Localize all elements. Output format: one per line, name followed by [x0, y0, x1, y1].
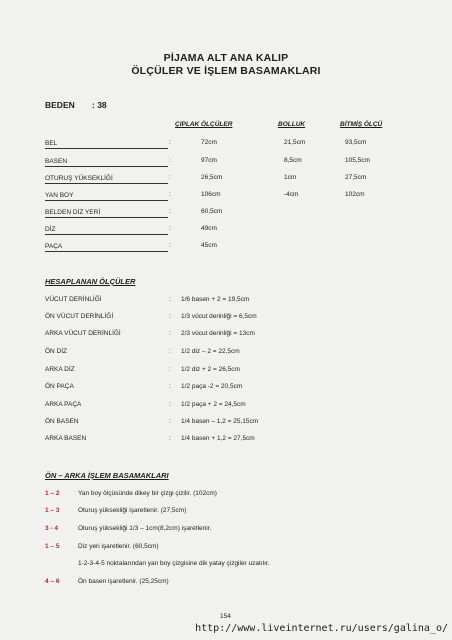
calc-row — [45, 313, 257, 323]
measurement-ciplak: 106cm — [201, 191, 221, 198]
measurement-bolluk: 1cm — [284, 174, 297, 181]
calc-formula: 1/4 basen + 1,2 = 27,5cm — [181, 435, 255, 442]
step-text: 1-2-3-4-5 noktalarından yan boy çizgisine dik yatay çizgiler uzatılır. — [78, 560, 270, 567]
colon: : — [169, 418, 171, 425]
colon: : — [169, 157, 171, 164]
calc-row — [45, 418, 259, 428]
colon: : — [169, 242, 171, 249]
measurement-ciplak: 60,5cm — [201, 208, 223, 215]
measurement-bitmis: 27,5cm — [345, 174, 367, 181]
colon: : — [169, 225, 171, 232]
page-number: 154 — [220, 613, 231, 620]
document-title-line1: PİJAMA ALT ANA KALIP — [163, 52, 289, 64]
colon: : — [169, 383, 171, 390]
calc-label: ARKA VÜCUT DERİNLİĞİ — [45, 330, 121, 337]
step-text: Oturuş yüksekliği 1/3 – 1cm(8,2cm) işaretlenir. — [78, 525, 212, 532]
step-text: Diz yeri işaretlenir. (60,5cm) — [78, 543, 159, 550]
column-header-bolluk: BOLLUK — [278, 121, 306, 128]
measurement-ciplak: 49cm — [201, 225, 217, 232]
colon: : — [169, 296, 171, 303]
calc-formula: 1/6 basen + 2 = 19,5cm — [181, 296, 250, 303]
section-heading-islem: ÖN – ARKA İŞLEM BASAMAKLARI — [45, 471, 169, 480]
calc-label: ARKA PAÇA — [45, 401, 82, 408]
colon: : — [169, 191, 171, 198]
measurement-label: OTURUŞ YÜKSEKLİĞİ — [45, 174, 168, 184]
colon: : — [169, 330, 171, 337]
calc-row — [45, 296, 250, 306]
column-header-ciplak: ÇIPLAK ÖLÇÜLER — [175, 121, 233, 128]
measurement-bitmis: 93,5cm — [345, 139, 367, 146]
calc-row — [45, 383, 243, 393]
column-header-bitmis: BİTMİŞ ÖLÇÜ — [340, 121, 383, 128]
colon: : — [169, 435, 171, 442]
calc-label: ÖN BASEN — [45, 418, 79, 425]
watermark-url: http://www.liveinternet.ru/users/galina_o/ — [195, 623, 448, 634]
step-text: Yan boy ölçüsünde dikey bir çizgi çizilir. (102cm) — [78, 490, 217, 497]
measurement-label: BELDEN DİZ YERİ — [45, 208, 168, 218]
measurement-ciplak: 45cm — [201, 242, 217, 249]
calc-row — [45, 401, 246, 411]
colon: : — [169, 313, 171, 320]
calc-formula: 1/2 diz – 2 = 22,5cm — [181, 348, 240, 355]
size-value: : 38 — [92, 100, 107, 110]
colon: : — [169, 348, 171, 355]
section-heading-hesaplanan: HESAPLANAN ÖLÇÜLER — [45, 277, 136, 286]
calc-label: ÖN VÜCUT DERİNLİĞİ — [45, 313, 114, 320]
size-label — [45, 100, 107, 110]
step-number: 1 – 5 — [45, 543, 60, 550]
measurement-label: BEL — [45, 139, 168, 149]
measurement-ciplak: 26,5cm — [201, 174, 223, 181]
colon: : — [169, 366, 171, 373]
calc-row — [45, 348, 240, 358]
calc-label: ARKA DİZ — [45, 366, 75, 373]
step-text: Oturuş yüksekliği işaretlenir. (27,5cm) — [78, 507, 187, 514]
calc-label: VÜCUT DERİNLİĞİ — [45, 296, 102, 303]
calc-formula: 1/2 diz + 2 = 26,5cm — [181, 366, 240, 373]
calc-label: ÖN PAÇA — [45, 383, 74, 390]
step-number: 1 – 3 — [45, 507, 60, 514]
measurement-bolluk: 8,5cm — [284, 157, 302, 164]
calc-label: ARKA BASEN — [45, 435, 87, 442]
calc-formula: 1/2 paça + 2 = 24,5cm — [181, 401, 246, 408]
measurement-bitmis: 102cm — [345, 191, 365, 198]
step-text: Ön basen işaretlenir. (25,25cm) — [78, 578, 169, 585]
measurement-label: DİZ — [45, 225, 168, 235]
measurement-bolluk: -4cm — [284, 191, 299, 198]
measurement-label: PAÇA — [45, 242, 168, 252]
colon: : — [169, 208, 171, 215]
calc-row — [45, 366, 240, 376]
colon: : — [169, 401, 171, 408]
measurement-label: YAN BOY — [45, 191, 168, 201]
step-number: 3 - 4 — [45, 525, 59, 532]
calc-row — [45, 330, 255, 340]
measurement-bitmis: 105,5cm — [345, 157, 370, 164]
calc-row — [45, 435, 255, 445]
colon: : — [169, 139, 171, 146]
step-number: 4 – 6 — [45, 578, 60, 585]
measurement-ciplak: 97cm — [201, 157, 217, 164]
calc-formula: 1/4 basen – 1,2 = 25,15cm — [181, 418, 259, 425]
step-number: 1 – 2 — [45, 490, 60, 497]
measurement-label: BASEN — [45, 157, 168, 167]
measurement-ciplak: 72cm — [201, 139, 217, 146]
calc-formula: 1/2 paça -2 = 20,5cm — [181, 383, 243, 390]
calc-label: ÖN DİZ — [45, 348, 68, 355]
size-label-text: BEDEN — [45, 100, 75, 110]
document-title-line2: ÖLÇÜLER VE İŞLEM BASAMAKLARI — [131, 65, 321, 77]
measurement-bolluk: 21,5cm — [284, 139, 306, 146]
colon: : — [169, 174, 171, 181]
calc-formula: 2/3 vücut derinliği = 13cm — [181, 330, 255, 337]
calc-formula: 1/3 vücut derinliği = 6,5cm — [181, 313, 257, 320]
